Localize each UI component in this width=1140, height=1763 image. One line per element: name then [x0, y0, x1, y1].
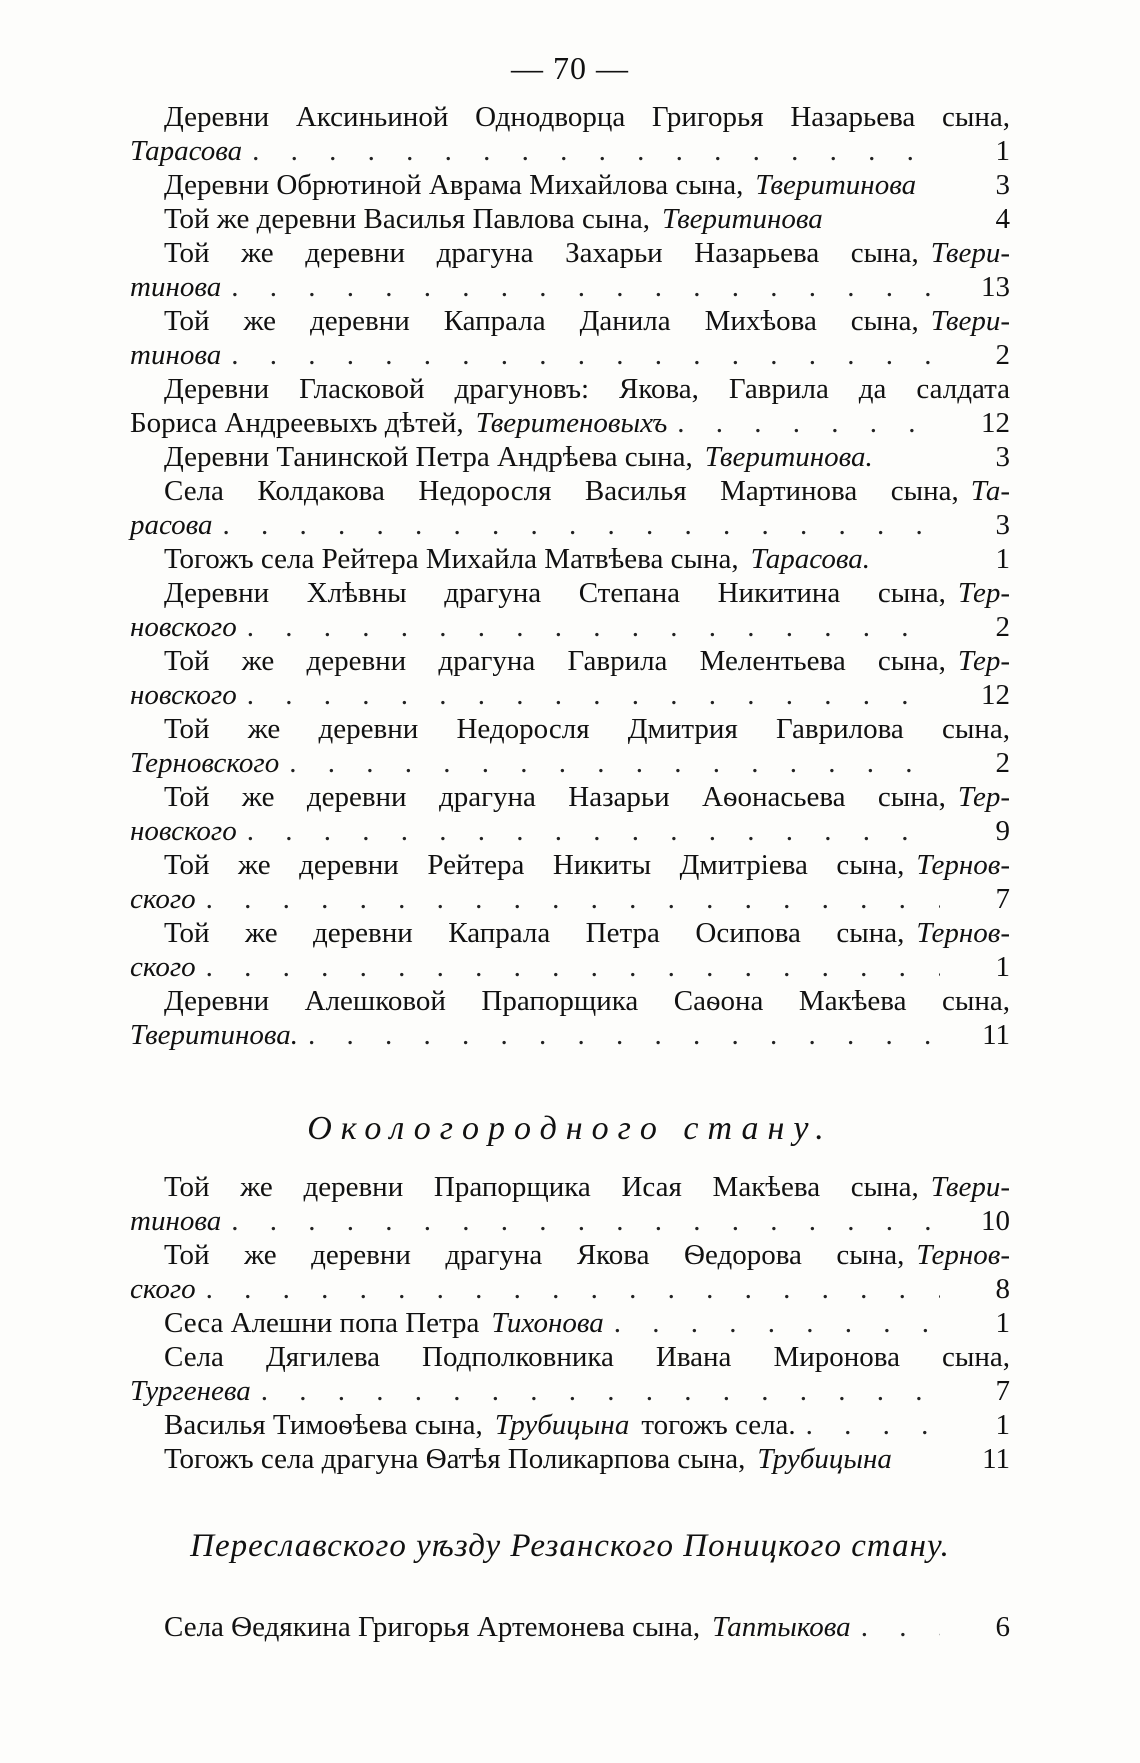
entry-line — [130, 746, 1010, 780]
surname: новского — [130, 679, 237, 711]
entry-line — [130, 372, 1010, 406]
dot-leader — [252, 134, 940, 168]
count-value: 2 — [995, 747, 1010, 779]
entry-text: Той же деревни Прапорщика Исая Макѣева сына, — [164, 1171, 919, 1203]
count-value: 6 — [995, 1611, 1010, 1643]
count-value: 13 — [981, 271, 1010, 303]
entry-line — [130, 508, 1010, 542]
surname: Тарасова — [130, 135, 243, 167]
entry-line — [130, 1340, 1010, 1374]
dot-leader — [223, 508, 940, 542]
entry-line — [130, 1442, 1010, 1476]
entry-text: Той же деревни драгуна Гаврила Мелентьева сына, — [164, 645, 946, 677]
entry-line — [130, 610, 1010, 644]
entry-line — [130, 168, 1010, 202]
list-item — [130, 236, 1010, 304]
list-item — [130, 916, 1010, 984]
entry-text: Села Колдакова Недоросля Василья Мартинова сына, — [164, 475, 959, 507]
surname: ского — [130, 1273, 196, 1305]
surname-part: Твери- — [930, 1171, 1010, 1203]
dot-leader — [247, 814, 940, 848]
entry-line — [130, 780, 1010, 814]
entry-text: Той же деревни Капрала Данила Михѣова сына, — [164, 305, 919, 337]
dot-leader — [289, 746, 940, 780]
entry-line — [130, 134, 1010, 168]
record-list-section-b — [130, 1170, 1010, 1476]
record-list-section-c — [130, 1610, 1010, 1644]
count-value: 11 — [982, 1019, 1010, 1051]
entry-line — [130, 712, 1010, 746]
page-number: — 70 — — [511, 50, 629, 86]
entry-line — [130, 474, 1010, 508]
list-item — [130, 1408, 1010, 1442]
count-value: 12 — [981, 407, 1010, 439]
list-item — [130, 1610, 1010, 1644]
entry-line — [130, 1272, 1010, 1306]
surname-part: Тер- — [957, 577, 1010, 609]
dot-leader — [614, 1306, 940, 1340]
dot-leader — [247, 678, 940, 712]
entry-line — [130, 1610, 1010, 1644]
count-value: 2 — [995, 339, 1010, 371]
count-value: 8 — [995, 1273, 1010, 1305]
surname: Трубицына — [494, 1409, 630, 1441]
entry-text: Села Ѳедякина Григорья Артемонева сына, — [164, 1611, 701, 1643]
surname: Тверитинова. — [704, 441, 873, 473]
entry-text: Той же деревни драгуна Якова Ѳедорова сына, — [164, 1239, 905, 1271]
surname-part: Тер- — [957, 645, 1010, 677]
entry-line — [130, 542, 1010, 576]
surname: Таптыкова — [712, 1611, 851, 1643]
surname: ского — [130, 883, 196, 915]
surname: Тверитеновыхъ — [475, 407, 668, 439]
list-item — [130, 1170, 1010, 1238]
surname: Тверитинова. — [130, 1019, 299, 1051]
surname: тинова — [130, 1205, 222, 1237]
list-item — [130, 1442, 1010, 1476]
count-value: 3 — [995, 441, 1010, 473]
record-list-section-a — [130, 100, 1010, 1052]
entry-text: Деревни Гласковой драгуновъ: Якова, Гаврила да салдата — [164, 373, 1010, 405]
surname: Тихонова — [491, 1307, 604, 1339]
list-item — [130, 440, 1010, 474]
section-heading: Переславского уѣзду Резанского Поницкого стану. — [190, 1528, 950, 1564]
surname: новского — [130, 815, 237, 847]
surname-part: Та- — [970, 475, 1010, 507]
entry-text: Села Дягилева Подполковника Ивана Миронова сына, — [164, 1341, 1010, 1373]
entry-line — [130, 1374, 1010, 1408]
count-value: 12 — [981, 679, 1010, 711]
dot-leader — [247, 610, 940, 644]
list-item — [130, 1306, 1010, 1340]
dot-leader — [806, 1408, 940, 1442]
dot-leader — [308, 1018, 940, 1052]
entry-text: Деревни Танинской Петра Андрѣева сына, — [164, 441, 693, 473]
entry-line — [130, 1408, 1010, 1442]
entry-text: Той же деревни драгуна Назарьи Аѳонасьева сына, — [164, 781, 946, 813]
entry-text: Деревни Обрютиной Аврама Михайлова сына, — [164, 169, 744, 201]
list-item — [130, 542, 1010, 576]
list-item — [130, 372, 1010, 440]
surname: Тверитинова — [755, 169, 917, 201]
entry-line — [130, 304, 1010, 338]
entry-line — [130, 576, 1010, 610]
surname-part: Твери- — [930, 305, 1010, 337]
entry-text: Той же деревни Капрала Петра Осипова сына, — [164, 917, 905, 949]
entry-text: Бориса Андреевыхъ дѣтей, — [130, 407, 464, 439]
entry-text: Деревни Хлѣвны драгуна Степана Никитина сына, — [164, 577, 946, 609]
count-value: 1 — [995, 951, 1010, 983]
surname: Тверитинова — [661, 203, 823, 235]
dot-leader — [231, 1204, 940, 1238]
count-value: 2 — [995, 611, 1010, 643]
surname-part: Тернов- — [916, 1239, 1010, 1271]
list-item — [130, 474, 1010, 542]
surname-part: Тер- — [957, 781, 1010, 813]
entry-text: Той же деревни драгуна Захарьи Назарьева сына, — [164, 237, 919, 269]
list-item — [130, 304, 1010, 372]
section-heading: Окологородного стану. — [307, 1110, 833, 1147]
count-value: 1 — [995, 543, 1010, 575]
entry-line — [130, 236, 1010, 270]
list-item — [130, 780, 1010, 848]
dot-leader — [231, 270, 940, 304]
list-item — [130, 984, 1010, 1052]
dot-leader — [677, 406, 940, 440]
surname: тинова — [130, 339, 222, 371]
surname: ского — [130, 951, 196, 983]
dot-leader — [861, 1610, 940, 1644]
entry-line — [130, 100, 1010, 134]
surname-part: Тернов- — [916, 917, 1010, 949]
count-value: 1 — [995, 135, 1010, 167]
entry-text: Деревни Алешковой Прапорщика Саѳона Макѣева сына, — [164, 985, 1010, 1017]
entry-text: Той же деревни Рейтера Никиты Дмитріева сына, — [164, 849, 905, 881]
entry-line — [130, 882, 1010, 916]
entry-text: Тогожъ села драгуна Ѳатѣя Поликарпова сына, — [164, 1443, 746, 1475]
count-value: 1 — [995, 1409, 1010, 1441]
list-item — [130, 712, 1010, 780]
dot-leader — [261, 1374, 940, 1408]
list-item — [130, 202, 1010, 236]
count-value: 3 — [995, 509, 1010, 541]
entry-line — [130, 1204, 1010, 1238]
count-value: 7 — [995, 1375, 1010, 1407]
entry-line — [130, 984, 1010, 1018]
count-value: 11 — [982, 1443, 1010, 1475]
entry-line — [130, 202, 1010, 236]
entry-text: Той же деревни Недоросля Дмитрия Гаврилова сына, — [164, 713, 1010, 745]
entry-line — [130, 916, 1010, 950]
list-item — [130, 848, 1010, 916]
list-item — [130, 644, 1010, 712]
entry-line — [130, 848, 1010, 882]
dot-leader — [231, 338, 940, 372]
list-item — [130, 100, 1010, 168]
surname: новского — [130, 611, 237, 643]
entry-line — [130, 1170, 1010, 1204]
entry-line — [130, 270, 1010, 304]
count-value: 3 — [995, 169, 1010, 201]
list-item — [130, 1340, 1010, 1408]
count-value: 10 — [981, 1205, 1010, 1237]
dot-leader — [206, 950, 940, 984]
surname: Терновского — [130, 747, 280, 779]
entry-text: тогожъ села. — [641, 1409, 796, 1441]
entry-line — [130, 338, 1010, 372]
surname-part: Твери- — [930, 237, 1010, 269]
list-item — [130, 1238, 1010, 1306]
entry-line — [130, 950, 1010, 984]
count-value: 7 — [995, 883, 1010, 915]
dot-leader — [206, 882, 940, 916]
list-item — [130, 576, 1010, 644]
entry-line — [130, 678, 1010, 712]
entry-text: Той же деревни Василья Павлова сына, — [164, 203, 650, 235]
entry-text: Деревни Аксиньиной Однодворца Григорья Назарьева сына, — [164, 101, 1010, 133]
entry-line — [130, 1306, 1010, 1340]
surname: Тургенева — [130, 1375, 251, 1407]
entry-line — [130, 1018, 1010, 1052]
entry-line — [130, 1238, 1010, 1272]
entry-line — [130, 440, 1010, 474]
surname-part: Тернов- — [916, 849, 1010, 881]
dot-leader — [206, 1272, 940, 1306]
list-item — [130, 168, 1010, 202]
surname: Трубицына — [757, 1443, 892, 1475]
count-value: 1 — [995, 1307, 1010, 1339]
entry-line — [130, 814, 1010, 848]
count-value: 4 — [995, 203, 1010, 235]
entry-line — [130, 644, 1010, 678]
entry-text: Тогожъ села Рейтера Михайла Матвѣева сына, — [164, 543, 739, 575]
entry-text: Сеса Алешни попа Петра — [164, 1307, 480, 1339]
surname: тинова — [130, 271, 222, 303]
surname: Тарасова. — [750, 543, 870, 575]
entry-line — [130, 406, 1010, 440]
surname: расова — [130, 509, 213, 541]
count-value: 9 — [995, 815, 1010, 847]
entry-text: Василья Тимоѳѣева сына, — [164, 1409, 483, 1441]
